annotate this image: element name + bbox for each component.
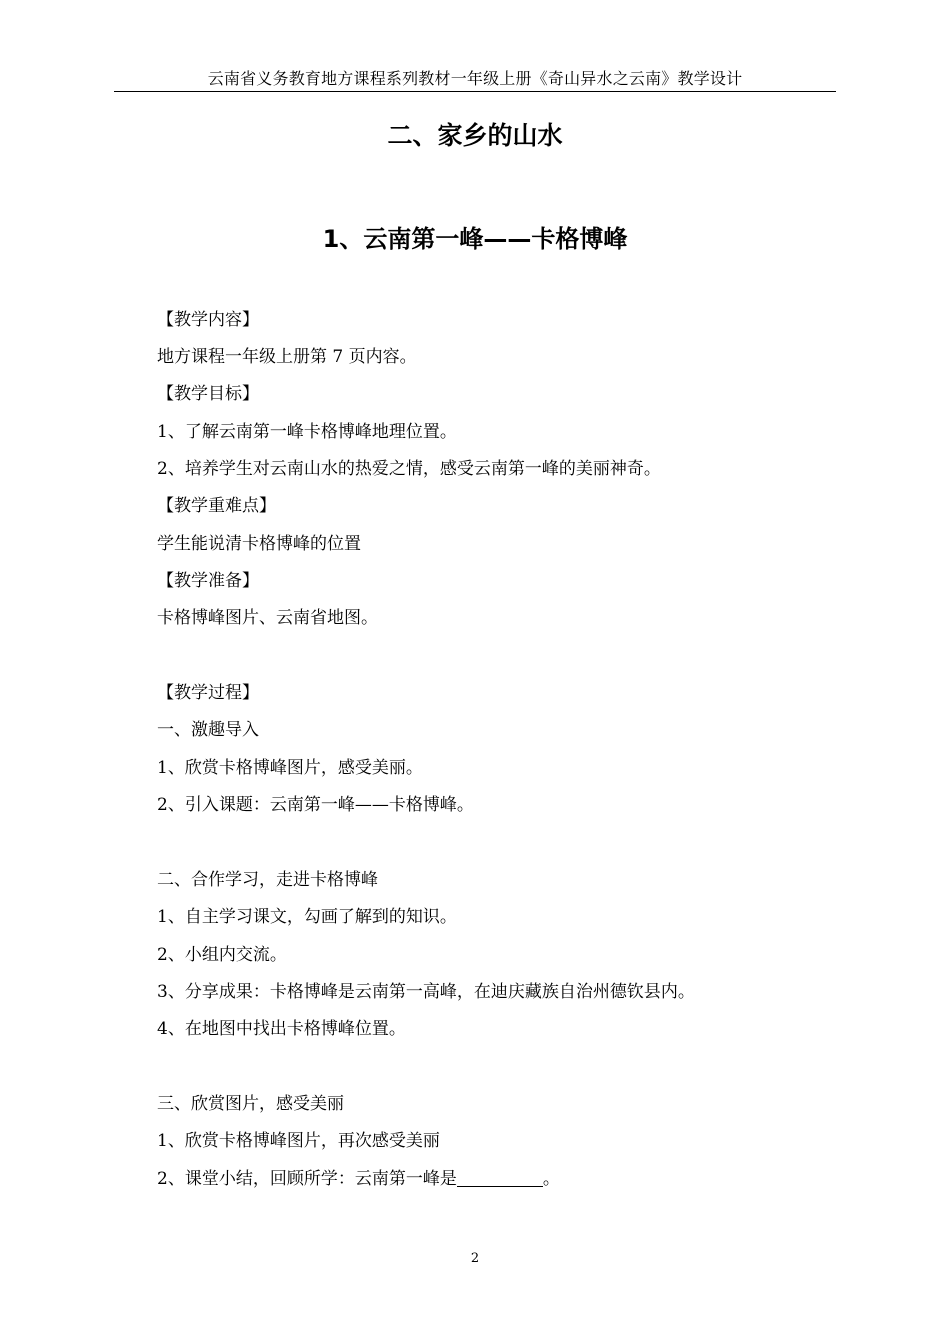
part1-item: 2、引入课题：云南第一峰——卡格博峰。 — [157, 795, 474, 815]
part3-title: 三、欣赏图片，感受美丽 — [157, 1094, 344, 1114]
prep-heading: 【教学准备】 — [157, 571, 259, 591]
part1-item: 1、欣赏卡格博峰图片，感受美丽。 — [157, 758, 423, 778]
content-text: 地方课程一年级上册第 7 页内容。 — [157, 347, 417, 367]
goal-item-1: 1、了解云南第一峰卡格博峰地理位置。 — [157, 422, 457, 442]
content-heading: 【教学内容】 — [157, 310, 259, 330]
part1-title: 一、激趣导入 — [157, 720, 259, 740]
goal-item-2: 2、培养学生对云南山水的热爱之情，感受云南第一峰的美丽神奇。 — [157, 459, 661, 479]
summary-suffix: 。 — [542, 1169, 560, 1189]
key-heading: 【教学重难点】 — [157, 496, 276, 516]
fill-in-blank — [457, 1168, 543, 1187]
part2-item: 3、分享成果：卡格博峰是云南第一高峰，在迪庆藏族自治州德钦县内。 — [157, 982, 695, 1002]
prep-text: 卡格博峰图片、云南省地图。 — [157, 608, 378, 628]
part2-item: 1、自主学习课文，勾画了解到的知识。 — [157, 907, 457, 927]
lesson-title: 1、云南第一峰——卡格博峰 — [322, 225, 628, 253]
part2-item: 4、在地图中找出卡格博峰位置。 — [157, 1019, 406, 1039]
goals-heading: 【教学目标】 — [157, 384, 259, 404]
summary-prefix: 2、课堂小结，回顾所学：云南第一峰是 — [157, 1169, 457, 1189]
page-number: 2 — [470, 1251, 480, 1266]
page-header: 云南省义务教育地方课程系列教材一年级上册《奇山异水之云南》教学设计 — [207, 69, 743, 88]
part2-item: 2、小组内交流。 — [157, 945, 287, 965]
part3-item: 1、欣赏卡格博峰图片，再次感受美丽 — [157, 1131, 440, 1151]
unit-title: 二、家乡的山水 — [387, 121, 563, 150]
part3-summary-line — [157, 1167, 560, 1191]
part2-title: 二、合作学习，走进卡格博峰 — [157, 870, 378, 890]
header-rule — [114, 91, 836, 92]
key-text: 学生能说清卡格博峰的位置 — [157, 534, 361, 554]
process-heading: 【教学过程】 — [157, 683, 259, 703]
